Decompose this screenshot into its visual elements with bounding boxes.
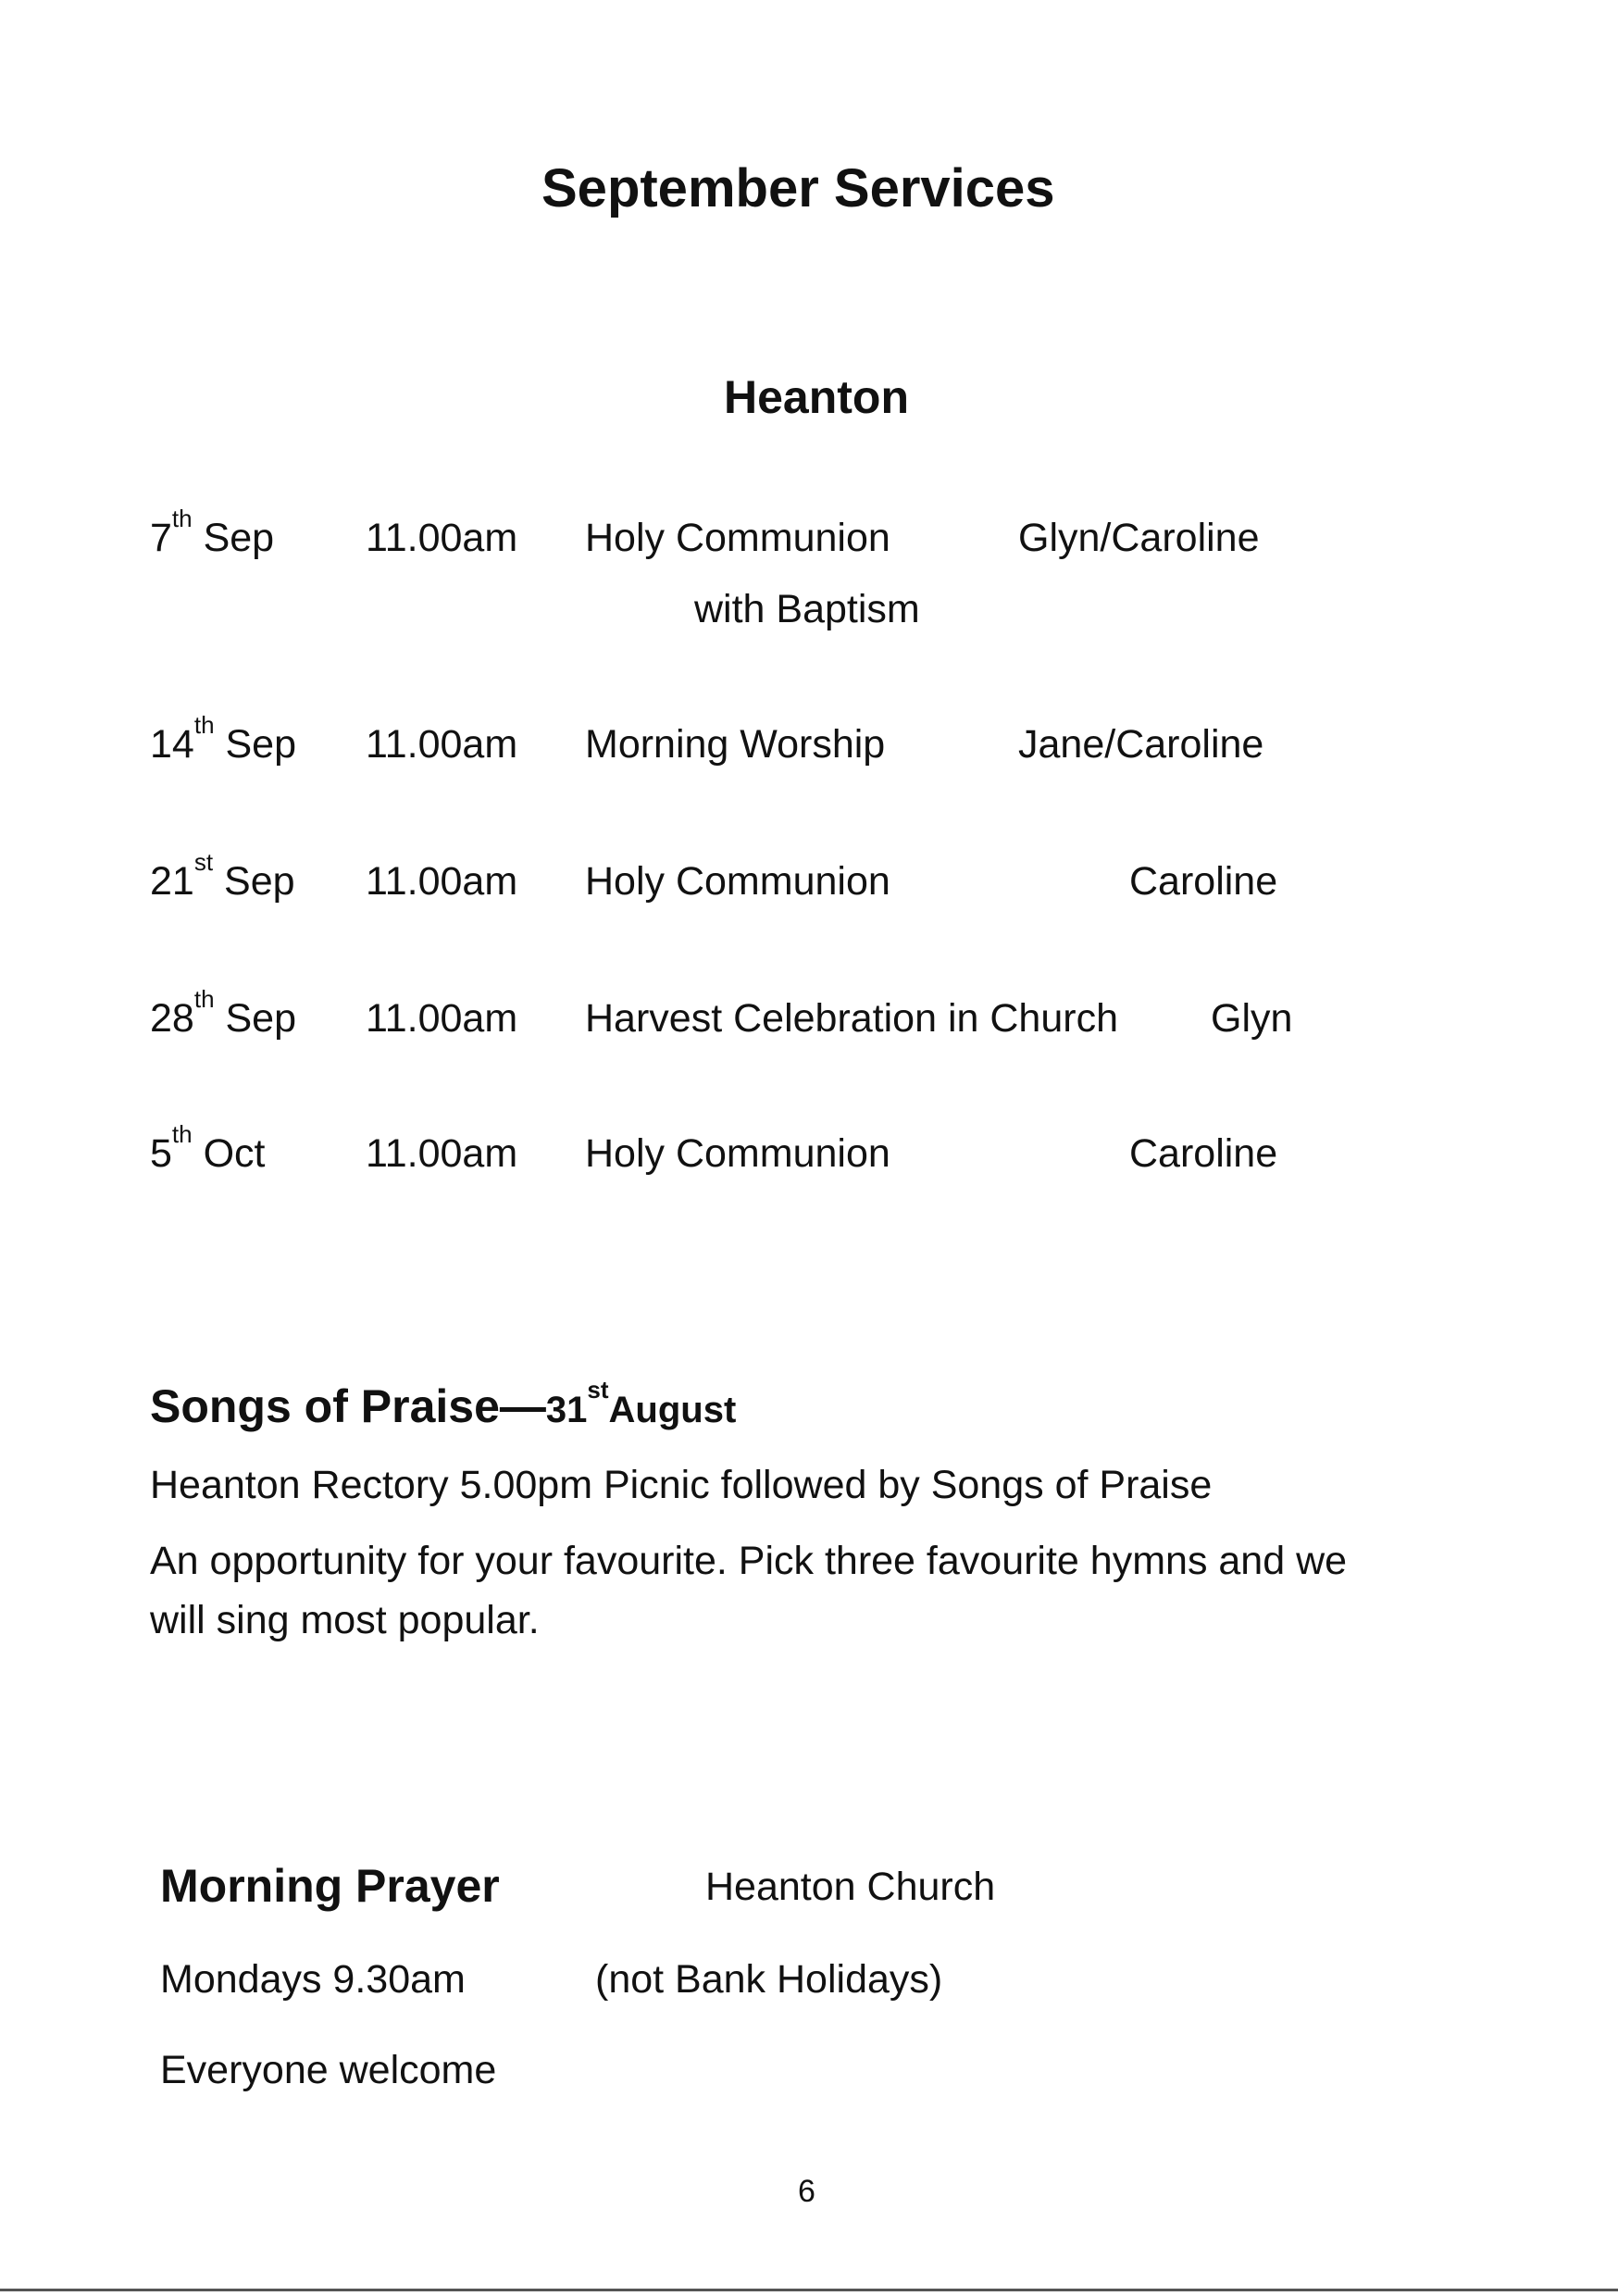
section-heading-heanton: Heanton <box>724 371 909 423</box>
morning-prayer-schedule: Mondays 9.30am <box>160 1957 466 2002</box>
songs-of-praise-heading: Songs of Praise—31stAugust <box>150 1376 737 1432</box>
service-time: 11.00am <box>366 1131 518 1176</box>
service-time: 11.00am <box>366 722 518 767</box>
songs-of-praise-description: will sing most popular. <box>150 1598 540 1642</box>
songs-of-praise-description: An opportunity for your favourite. Pick three favourite hymns and we <box>150 1539 1348 1583</box>
bottom-rule <box>0 2289 1618 2291</box>
service-name: Holy Communion <box>585 1131 890 1176</box>
service-date: 21st Sep <box>150 848 295 904</box>
service-time: 11.00am <box>366 996 518 1041</box>
service-name: Holy Communion <box>585 859 890 904</box>
service-leader: Glyn/Caroline <box>1018 516 1260 560</box>
morning-prayer-note: (not Bank Holidays) <box>595 1957 943 2002</box>
service-name: Morning Worship <box>585 722 886 767</box>
service-time: 11.00am <box>366 516 518 560</box>
service-name: Harvest Celebration in Church <box>585 996 1118 1041</box>
page-title: September Services <box>541 158 1055 218</box>
service-time: 11.00am <box>366 859 518 904</box>
service-leader: Glyn <box>1211 996 1293 1041</box>
service-leader: Caroline <box>1129 1131 1278 1176</box>
service-name: Holy Communion <box>585 516 890 560</box>
service-date: 5th Oct <box>150 1120 266 1176</box>
songs-of-praise-line: Heanton Rectory 5.00pm Picnic followed by Songs of Praise <box>150 1463 1213 1507</box>
service-date: 7th Sep <box>150 505 275 560</box>
page-number: 6 <box>798 2174 815 2209</box>
morning-prayer-location: Heanton Church <box>705 1865 996 1909</box>
service-date: 14th Sep <box>150 711 296 767</box>
service-leader: Caroline <box>1129 859 1278 904</box>
service-leader: Jane/Caroline <box>1018 722 1264 767</box>
morning-prayer-welcome: Everyone welcome <box>160 2048 497 2092</box>
service-date: 28th Sep <box>150 985 296 1041</box>
service-name-continued: with Baptism <box>694 587 920 631</box>
morning-prayer-heading: Morning Prayer <box>160 1860 500 1912</box>
